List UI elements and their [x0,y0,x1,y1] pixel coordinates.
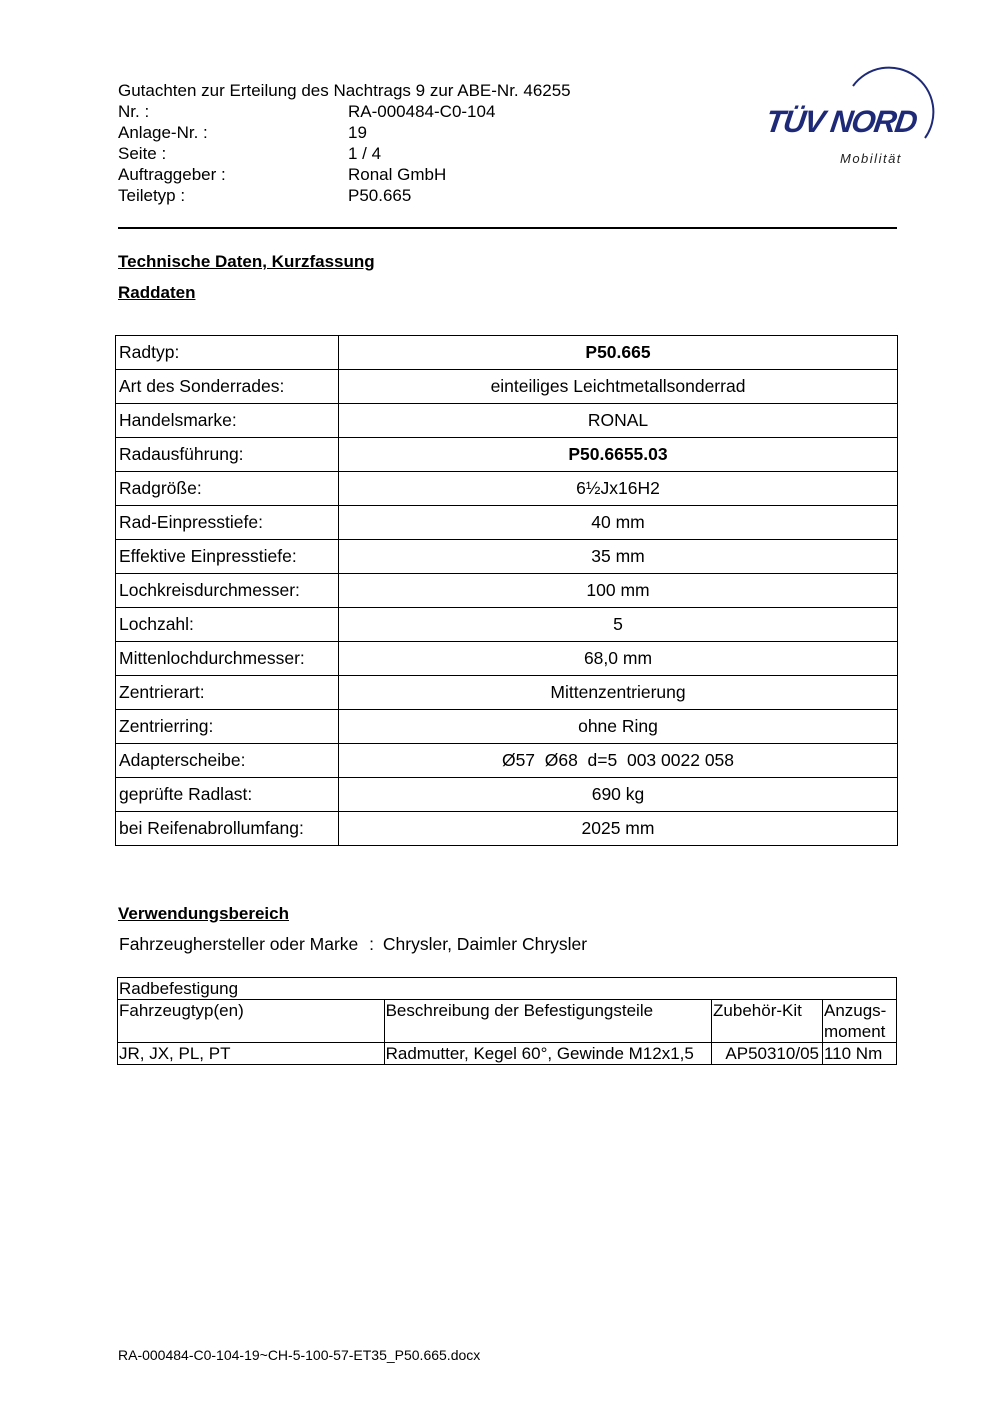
row-label: Rad-Einpresstiefe: [116,506,339,540]
table-row [116,642,898,676]
table-row [116,438,898,472]
row-value: 2025 mm [339,812,898,846]
row-value: 690 kg [339,778,898,812]
header-value: P50.665 [348,186,412,205]
document-header [118,80,571,206]
table-header-row [118,1000,897,1043]
row-label: Handelsmarke: [116,404,339,438]
table-row [116,710,898,744]
usage-value: Chrysler, Daimler Chrysler [382,934,588,954]
wheel-heading: Raddaten [118,283,196,302]
row-label: Zentrierart: [116,676,339,710]
logo-subtitle: Mobilität [840,151,902,166]
wheel-data-table [115,335,898,846]
row-value: RONAL [339,404,898,438]
header-row-seite [118,143,571,164]
header-value: RA-000484-C0-104 [348,102,496,121]
header-label: Auftraggeber : [118,165,226,184]
usage-heading: Verwendungsbereich [118,904,289,923]
section-title: Technische Daten, Kurzfassung [118,252,375,271]
row-value: ohne Ring [339,710,898,744]
header-label: Teiletyp : [118,186,186,205]
row-value: 6½Jx16H2 [339,472,898,506]
row-label: Art des Sonderrades: [116,370,339,404]
header-label: Anlage-Nr. : [118,123,208,142]
row-value: 100 mm [339,574,898,608]
usage-separator: : [369,934,375,954]
row-label: bei Reifenabrollumfang: [116,812,339,846]
table-row [116,574,898,608]
row-value: 35 mm [339,540,898,574]
row-label: Mittenlochdurchmesser: [116,642,339,676]
mounting-table [117,977,897,1065]
table-row [116,744,898,778]
table-row [116,370,898,404]
row-value: einteiliges Leichtmetallsonderrad [339,370,898,404]
row-value: Mittenzentrierung [339,676,898,710]
tuv-nord-logo [760,58,950,178]
table-row [116,472,898,506]
footer-filename: RA-000484-C0-104-19~CH-5-100-57-ET35_P50.665.docx [118,1347,481,1363]
header-row-auftraggeber [118,164,571,185]
row-value: P50.665 [339,336,898,370]
column-header: Beschreibung der Befestigungsteile [384,1000,711,1043]
table-title-row [118,978,897,1000]
mounting-title: Radbefestigung [118,978,897,1000]
row-label: Lochzahl: [116,608,339,642]
table-row [116,404,898,438]
table-cell: AP50310/05 [712,1043,823,1065]
table-row [116,812,898,846]
document-title: Gutachten zur Erteilung des Nachtrags 9 zur ABE-Nr. 46255 [118,81,571,100]
column-header: Anzugs- moment [822,1000,896,1043]
table-row [116,336,898,370]
row-label: geprüfte Radlast: [116,778,339,812]
header-label: Nr. : [118,102,150,121]
table-cell: JR, JX, PL, PT [118,1043,385,1065]
table-row [116,608,898,642]
table-cell: 110 Nm [822,1043,896,1065]
column-header: Zubehör-Kit [712,1000,823,1043]
row-label: Zentrierring: [116,710,339,744]
table-row [116,778,898,812]
row-label: Radausführung: [116,438,339,472]
row-label: Lochkreisdurchmesser: [116,574,339,608]
header-value: Ronal GmbH [348,165,447,184]
row-label: Adapterscheibe: [116,744,339,778]
logo-wordmark: TÜV NORD [763,104,919,139]
row-value: 5 [339,608,898,642]
usage-line [119,934,587,955]
header-row-nr [118,101,571,122]
row-label: Radgröße: [116,472,339,506]
header-value: 19 [348,123,367,142]
table-row [116,506,898,540]
header-value: 1 / 4 [348,144,382,163]
table-row [116,540,898,574]
header-divider [118,227,897,229]
table-row [116,676,898,710]
row-value: 68,0 mm [339,642,898,676]
header-row-anlage [118,122,571,143]
table-cell: Radmutter, Kegel 60°, Gewinde M12x1,5 [384,1043,711,1065]
table-row [118,1043,897,1065]
header-row-teiletyp [118,185,571,206]
usage-label: Fahrzeughersteller oder Marke [119,934,359,954]
row-label: Effektive Einpresstiefe: [116,540,339,574]
row-label: Radtyp: [116,336,339,370]
column-header: Fahrzeugtyp(en) [118,1000,385,1043]
header-label: Seite : [118,144,167,163]
row-value: 40 mm [339,506,898,540]
row-value: P50.6655.03 [339,438,898,472]
row-value: Ø57 Ø68 d=5 003 0022 058 [339,744,898,778]
